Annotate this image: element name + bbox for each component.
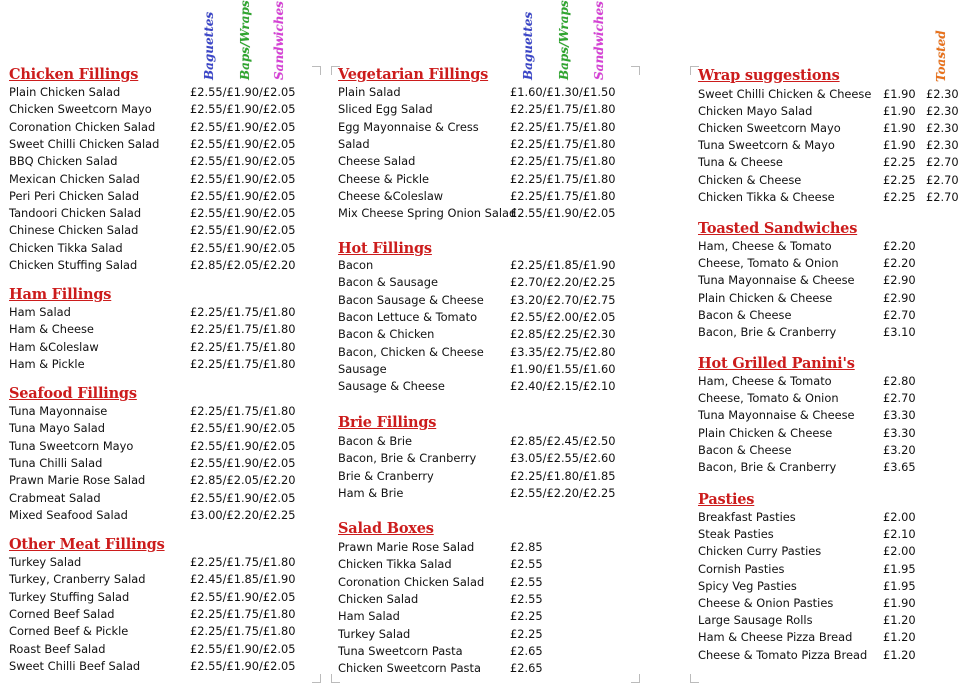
menu-item (338, 608, 598, 625)
menu-item-price: £2.45/£1.85/£1.90 (190, 572, 296, 587)
menu-item-name: Chicken Curry Pasties (698, 544, 822, 559)
menu-item-name: Coronation Chicken Salad (9, 119, 156, 134)
menu-item (9, 84, 296, 101)
menu-item-price: £2.25/£1.75/£1.80 (190, 305, 296, 319)
section-title-toasted-sandwiches: Toasted Sandwiches (698, 220, 858, 237)
menu-item-price: £1.60/£1.30/£1.50 (510, 85, 616, 99)
menu-item-price: £2.55/£1.90/£2.05 (190, 421, 296, 436)
menu-item-name: Plain Chicken & Cheese (698, 290, 833, 305)
menu-item-name: Bacon, Brie & Cranberry (698, 460, 837, 474)
page-corner-mark (690, 674, 699, 683)
menu-item-name: Chicken & Cheese (698, 172, 802, 187)
menu-item (698, 526, 958, 543)
menu-item (338, 292, 616, 309)
section-title-seafood: Seafood Fillings (9, 385, 137, 402)
menu-item (698, 595, 958, 612)
menu-item-price: £2.20 (883, 256, 916, 271)
menu-item (338, 433, 616, 450)
menu-item-price: £1.20 (883, 613, 916, 628)
menu-item-price: £3.20 (883, 442, 916, 457)
menu-item-name: Bacon, Brie & Cranberry (698, 325, 837, 339)
menu-item-price: £2.25/£1.75/£1.80 (190, 339, 296, 354)
menu-item (698, 543, 958, 560)
menu-item-name: Steak Pasties (698, 527, 774, 542)
menu-item-name: Bacon (338, 258, 374, 272)
menu-item (698, 442, 958, 459)
section-title-salad-boxes: Salad Boxes (338, 520, 434, 537)
menu-item (698, 612, 958, 629)
menu-item-name: BBQ Chicken Salad (9, 154, 118, 169)
menu-item-name: Peri Peri Chicken Salad (9, 188, 140, 203)
menu-item-price: £2.55/£1.90/£2.05 (190, 154, 296, 169)
section-title-brie: Brie Fillings (338, 414, 437, 431)
menu-item (338, 574, 598, 591)
menu-item-name: Roast Beef Salad (9, 641, 106, 656)
menu-item-name: Cheese & Onion Pasties (698, 596, 834, 610)
menu-item-price: £2.25/£1.75/£1.80 (190, 356, 296, 371)
menu-item (698, 390, 958, 407)
menu-item-name: Ham & Brie (338, 485, 404, 500)
menu-item (698, 103, 958, 120)
page-corner-mark (312, 66, 321, 75)
menu-item-name: Ham & Pickle (9, 356, 85, 371)
menu-item-toasted-price: £2.30 (926, 87, 959, 101)
menu-item (9, 240, 296, 257)
menu-item-name: Ham &Coleslaw (9, 339, 99, 354)
menu-item-price: £2.55/£1.90/£2.05 (190, 102, 296, 117)
menu-item-price: £2.25/£1.80/£1.85 (510, 468, 616, 483)
menu-item-name: Chicken Tikka Salad (9, 240, 123, 255)
menu-item-price: £3.00/£2.20/£2.25 (190, 507, 296, 522)
menu-item-name: Chicken Tikka Salad (338, 557, 452, 572)
menu-item-name: Tuna Mayo Salad (9, 421, 105, 436)
menu-item-name: Mexican Chicken Salad (9, 171, 140, 186)
menu-item-price: £2.70/£2.20/£2.25 (510, 275, 616, 290)
menu-item-name: Breakfast Pasties (698, 510, 796, 524)
menu-item (338, 539, 598, 556)
menu-item (9, 606, 296, 623)
menu-item-price: £2.85/£2.45/£2.50 (510, 434, 616, 448)
menu-item-name: Cheese &Coleslaw (338, 188, 444, 203)
menu-item-price: £2.70 (883, 391, 916, 406)
menu-item-name: Ham & Cheese Pizza Bread (698, 630, 853, 645)
menu-item-price: £2.55/£1.90/£2.05 (190, 188, 296, 203)
menu-item-price: £3.35/£2.75/£2.80 (510, 344, 616, 359)
menu-item-price: £2.70 (883, 307, 916, 322)
menu-item-price: £2.85/£2.05/£2.20 (190, 258, 296, 272)
menu-item-toasted-price: £2.70 (926, 155, 959, 170)
menu-item-price: £2.55/£1.90/£2.05 (190, 455, 296, 470)
menu-item-price: £2.25/£1.75/£1.80 (190, 606, 296, 621)
menu-item (338, 485, 616, 502)
menu-item (698, 238, 958, 255)
menu-item (338, 257, 616, 274)
menu-item-name: Bacon & Cheese (698, 442, 792, 457)
menu-item (9, 119, 296, 136)
menu-item (9, 623, 296, 640)
menu-item-price: £3.65 (883, 460, 916, 474)
menu-item (9, 153, 296, 170)
menu-item-name: Tuna Mayonnaise & Cheese (698, 273, 855, 288)
menu-item-price: £2.25/£1.75/£1.80 (510, 119, 616, 134)
menu-item-name: Sausage (338, 361, 387, 376)
header-baguettes-col2: Baguettes (521, 11, 535, 80)
menu-item-toasted-price: £2.30 (926, 104, 959, 119)
menu-item-name: Chicken Salad (338, 591, 419, 606)
menu-item-name: Corned Beef & Pickle (9, 624, 129, 639)
menu-item-price: £2.55/£1.90/£2.05 (190, 85, 296, 99)
menu-item-name: Sliced Egg Salad (338, 102, 433, 117)
menu-item-price: £1.90/£1.55/£1.60 (510, 361, 616, 376)
menu-item-name: Spicy Veg Pasties (698, 578, 797, 593)
menu-item (338, 556, 598, 573)
menu-item-name: Sweet Chilli Chicken & Cheese (698, 87, 872, 101)
menu-item-price: £3.05/£2.55/£2.60 (510, 451, 616, 466)
menu-item (9, 455, 296, 472)
menu-item-price: £2.85/£2.05/£2.20 (190, 473, 296, 488)
menu-item-price: £2.00 (883, 510, 916, 524)
menu-item-price: £1.20 (883, 647, 916, 662)
menu-item-name: Turkey Salad (9, 555, 82, 569)
section-title-chicken: Chicken Fillings (9, 66, 139, 83)
menu-item-name: Chicken Tikka & Cheese (698, 189, 835, 204)
header-baguettes-col1: Baguettes (202, 11, 216, 80)
menu-item-price: £1.90 (883, 138, 916, 153)
menu-item-name: Tandoori Chicken Salad (9, 206, 142, 221)
menu-item-price: £1.90 (883, 121, 916, 136)
section-title-wraps: Wrap suggestions (698, 67, 840, 84)
menu-item-price: £2.55/£1.90/£2.05 (190, 490, 296, 505)
menu-item (338, 591, 598, 608)
menu-item (698, 86, 958, 103)
menu-item-toasted-price: £2.30 (926, 121, 959, 136)
menu-item-name: Ham, Cheese & Tomato (698, 374, 832, 388)
menu-item-name: Cheese Salad (338, 154, 416, 169)
menu-item-price: £2.55 (510, 591, 543, 606)
menu-item-name: Sausage & Cheese (338, 379, 445, 394)
menu-item (338, 205, 616, 222)
menu-item-name: Chinese Chicken Salad (9, 223, 139, 238)
menu-item-price: £2.55/£1.90/£2.05 (190, 641, 296, 656)
menu-item-name: Tuna Sweetcorn & Mayo (698, 138, 835, 153)
menu-item (9, 356, 296, 373)
menu-item-price: £3.30 (883, 408, 916, 423)
menu-item (338, 468, 616, 485)
menu-item-price: £2.25 (883, 189, 916, 204)
header-baps-wraps-col1: Baps/Wraps (238, 0, 252, 80)
menu-item-name: Bacon & Sausage (338, 275, 438, 290)
menu-item (698, 407, 958, 424)
menu-item (698, 189, 958, 206)
menu-item (9, 304, 296, 321)
menu-item-name: Brie & Cranberry (338, 468, 434, 483)
menu-item-price: £2.85/£2.25/£2.30 (510, 327, 616, 342)
menu-item-toasted-price: £2.30 (926, 138, 959, 153)
menu-item (338, 274, 616, 291)
menu-item-price: £2.25 (883, 155, 916, 170)
menu-item-name: Sweet Chilli Chicken Salad (9, 136, 160, 151)
menu-item-price: £1.90 (883, 104, 916, 119)
menu-item (9, 420, 296, 437)
menu-item-name: Egg Mayonnaise & Cress (338, 119, 479, 134)
menu-item (698, 561, 958, 578)
menu-item-name: Plain Salad (338, 85, 401, 99)
menu-item (9, 101, 296, 118)
menu-item-price: £2.25/£1.75/£1.80 (190, 322, 296, 337)
menu-item-price: £2.65 (510, 661, 543, 676)
header-baps-wraps-col2: Baps/Wraps (557, 0, 571, 80)
menu-item (698, 647, 958, 664)
menu-item (698, 324, 958, 341)
menu-item (338, 171, 616, 188)
header-toasted: Toasted (934, 30, 948, 82)
menu-item (338, 136, 616, 153)
menu-item (9, 188, 296, 205)
menu-item-name: Cheese & Tomato Pizza Bread (698, 647, 868, 662)
menu-item-name: Prawn Marie Rose Salad (338, 540, 475, 554)
menu-item (338, 660, 598, 677)
section-title-ham: Ham Fillings (9, 286, 112, 303)
menu-item-name: Tuna Chilli Salad (9, 455, 103, 470)
menu-item-price: £2.25/£1.75/£1.80 (190, 624, 296, 639)
menu-item-price: £1.95 (883, 561, 916, 576)
menu-item-name: Bacon & Chicken (338, 327, 435, 342)
menu-item (9, 205, 296, 222)
menu-item-price: £2.55/£1.90/£2.05 (190, 136, 296, 151)
menu-item-name: Tuna Sweetcorn Pasta (338, 643, 463, 658)
menu-item (9, 589, 296, 606)
menu-item-price: £2.55/£1.90/£2.05 (190, 658, 296, 673)
menu-item (698, 154, 958, 171)
menu-item (9, 641, 296, 658)
menu-item-name: Tuna Mayonnaise (9, 404, 108, 418)
menu-item-name: Cornish Pasties (698, 561, 785, 576)
menu-item-price: £2.55/£1.90/£2.05 (510, 206, 616, 221)
menu-item-name: Sweet Chilli Beef Salad (9, 658, 141, 673)
menu-item-price: £2.25/£1.75/£1.80 (510, 102, 616, 117)
menu-item (338, 450, 616, 467)
menu-item-name: Bacon Sausage & Cheese (338, 292, 484, 307)
menu-item (338, 326, 616, 343)
menu-item-name: Chicken Sweetcorn Mayo (9, 102, 152, 117)
menu-item-name: Coronation Chicken Salad (338, 574, 485, 589)
menu-item-price: £2.55/£1.90/£2.05 (190, 589, 296, 604)
section-title-other-meat: Other Meat Fillings (9, 536, 165, 553)
menu-item (9, 171, 296, 188)
menu-item (698, 255, 958, 272)
menu-item-price: £2.85 (510, 540, 543, 554)
menu-item (338, 344, 616, 361)
menu-item-name: Ham Salad (9, 305, 71, 319)
menu-item-name: Ham Salad (338, 609, 400, 624)
menu-item-name: Mixed Seafood Salad (9, 507, 128, 522)
section-title-vegetarian: Vegetarian Fillings (338, 66, 489, 83)
menu-item-name: Salad (338, 136, 370, 151)
menu-item (338, 378, 616, 395)
section-title-pasties: Pasties (698, 491, 755, 508)
menu-item (698, 120, 958, 137)
menu-item (9, 554, 296, 571)
menu-item-name: Corned Beef Salad (9, 606, 115, 621)
menu-item (9, 136, 296, 153)
menu-item-price: £2.25/£1.75/£1.80 (190, 555, 296, 569)
menu-item (338, 153, 616, 170)
menu-item (9, 658, 296, 675)
menu-item (9, 472, 296, 489)
section-title-paninis: Hot Grilled Panini's (698, 355, 855, 372)
page-corner-mark (631, 674, 640, 683)
menu-item-price: £1.95 (883, 578, 916, 593)
menu-item-price: £2.25 (510, 609, 543, 624)
menu-item-name: Turkey, Cranberry Salad (9, 572, 146, 587)
menu-item-price: £2.25/£1.75/£1.80 (510, 188, 616, 203)
menu-item (9, 438, 296, 455)
menu-item (698, 373, 958, 390)
section-title-hot: Hot Fillings (338, 240, 432, 257)
menu-item (698, 172, 958, 189)
menu-item-price: £3.20/£2.70/£2.75 (510, 292, 616, 307)
menu-item-price: £3.30 (883, 425, 916, 440)
menu-item-price: £2.25/£1.85/£1.90 (510, 258, 616, 272)
menu-item (9, 571, 296, 588)
menu-item-price: £2.55/£1.90/£2.05 (190, 240, 296, 255)
menu-item-name: Bacon, Brie & Cranberry (338, 451, 477, 466)
menu-item (698, 578, 958, 595)
menu-item (338, 626, 598, 643)
menu-item-name: Tuna Mayonnaise & Cheese (698, 408, 855, 423)
menu-item-name: Bacon, Chicken & Cheese (338, 344, 484, 359)
menu-item-price: £2.55/£2.20/£2.25 (510, 485, 616, 500)
menu-item-name: Tuna Sweetcorn Mayo (9, 438, 134, 453)
menu-item-price: £2.55/£1.90/£2.05 (190, 223, 296, 238)
menu-item-price: £2.55/£1.90/£2.05 (190, 206, 296, 221)
menu-item-name: Chicken Sweetcorn Pasta (338, 661, 481, 676)
menu-item-name: Crabmeat Salad (9, 490, 101, 505)
menu-item (698, 459, 958, 476)
menu-item-name: Large Sausage Rolls (698, 613, 813, 628)
menu-item-price: £2.00 (883, 544, 916, 559)
menu-item (698, 307, 958, 324)
menu-item-name: Turkey Stuffing Salad (9, 589, 130, 604)
menu-item-name: Plain Chicken & Cheese (698, 425, 833, 440)
page-corner-mark (312, 674, 321, 683)
menu-item-name: Cheese, Tomato & Onion (698, 391, 839, 406)
menu-item-name: Tuna & Cheese (698, 155, 783, 170)
menu-item (9, 257, 296, 274)
header-sandwiches-col1: Sandwiches (272, 1, 286, 80)
menu-item (698, 290, 958, 307)
menu-item-price: £2.55/£1.90/£2.05 (190, 171, 296, 186)
menu-item-price: £2.20 (883, 239, 916, 253)
menu-item-name: Chicken Mayo Salad (698, 104, 813, 119)
menu-item-price: £2.25 (510, 626, 543, 641)
menu-item (338, 84, 616, 101)
menu-item-name: Ham & Cheese (9, 322, 94, 337)
menu-item-price: £2.55/£2.00/£2.05 (510, 309, 616, 324)
menu-item-price: £2.25/£1.75/£1.80 (190, 404, 296, 418)
menu-item-name: Chicken Sweetcorn Mayo (698, 121, 841, 136)
menu-item-name: Chicken Stuffing Salad (9, 258, 138, 272)
menu-item (698, 629, 958, 646)
menu-item-price: £2.55 (510, 574, 543, 589)
menu-item (338, 643, 598, 660)
menu-item (698, 137, 958, 154)
menu-item-price: £2.90 (883, 290, 916, 305)
menu-item (338, 361, 616, 378)
menu-item-toasted-price: £2.70 (926, 172, 959, 187)
menu-item-price: £2.80 (883, 374, 916, 388)
menu-item-price: £2.55 (510, 557, 543, 572)
menu-item-name: Ham, Cheese & Tomato (698, 239, 832, 253)
menu-item-name: Cheese & Pickle (338, 171, 430, 186)
menu-item (338, 101, 616, 118)
menu-item (9, 403, 296, 420)
menu-item (698, 509, 958, 526)
menu-item-price: £2.10 (883, 527, 916, 542)
menu-item-price: £2.25/£1.75/£1.80 (510, 171, 616, 186)
menu-item (9, 490, 296, 507)
menu-item (698, 272, 958, 289)
menu-item-price: £2.55/£1.90/£2.05 (190, 438, 296, 453)
menu-item-price: £1.20 (883, 630, 916, 645)
menu-item-price: £1.90 (883, 87, 916, 101)
menu-item-name: Plain Chicken Salad (9, 85, 121, 99)
menu-item-price: £2.25/£1.75/£1.80 (510, 136, 616, 151)
menu-item-toasted-price: £2.70 (926, 189, 959, 204)
menu-item-name: Prawn Marie Rose Salad (9, 473, 146, 488)
menu-item-name: Bacon Lettuce & Tomato (338, 309, 478, 324)
menu-item-name: Mix Cheese Spring Onion Salad (338, 206, 517, 221)
menu-item-price: £3.10 (883, 325, 916, 339)
menu-item-name: Bacon & Brie (338, 434, 413, 448)
menu-item (9, 321, 296, 338)
menu-item-name: Turkey Salad (338, 626, 411, 641)
menu-item-price: £2.90 (883, 273, 916, 288)
menu-item (338, 119, 616, 136)
menu-item-price: £2.25/£1.75/£1.80 (510, 154, 616, 169)
menu-item-price: £2.25 (883, 172, 916, 187)
menu-item-price: £2.40/£2.15/£2.10 (510, 379, 616, 394)
page-corner-mark (631, 66, 640, 75)
menu-item-price: £2.55/£1.90/£2.05 (190, 119, 296, 134)
menu-item (338, 188, 616, 205)
menu-item (9, 222, 296, 239)
menu-item (9, 507, 296, 524)
header-sandwiches-col2: Sandwiches (592, 1, 606, 80)
menu-item (698, 425, 958, 442)
menu-item (338, 309, 616, 326)
menu-item-name: Cheese, Tomato & Onion (698, 256, 839, 271)
menu-item-name: Bacon & Cheese (698, 307, 792, 322)
menu-item-price: £1.90 (883, 596, 916, 610)
menu-item-price: £2.65 (510, 643, 543, 658)
menu-item (9, 339, 296, 356)
